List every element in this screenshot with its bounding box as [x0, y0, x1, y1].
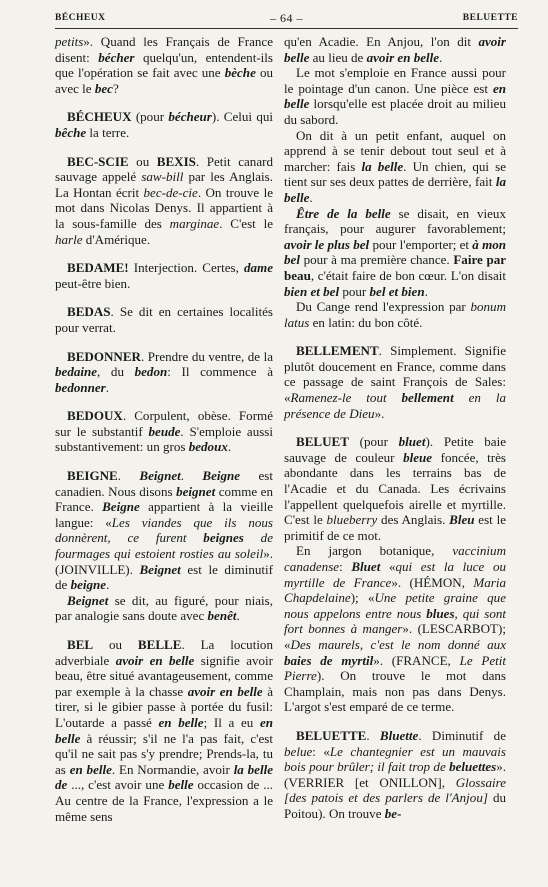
headword: BEDONNER	[67, 348, 141, 364]
text-run: par les Anglais. La Hontan écrit	[55, 169, 273, 200]
text-run: lorsqu'elle est placée droit au milieu du sabord.	[284, 96, 506, 127]
text-run: Beignet	[139, 468, 181, 484]
text-run: .	[309, 189, 313, 205]
text-run: ). On trouve le mot dans Champlain, mais non pas dans Denys. L'argot s'est emparé de ce terme.	[284, 668, 506, 715]
text-run: .	[180, 468, 203, 484]
text-run: avoir belle	[284, 34, 506, 65]
text-run: . Corpulent, obèse. Formé sur le substantif	[55, 408, 273, 439]
paragraph	[284, 65, 506, 127]
text-run: foncée, très abondante dans les terrains bas de l'Acadie et du Canada. Les écrivains l'appellent quelquefois airelle et myrtille. C'est le	[284, 449, 506, 528]
text-run: . La locution adverbiale	[55, 637, 273, 668]
text-run: dame	[244, 260, 273, 276]
text-run: est le primitif de ce mot.	[284, 512, 506, 543]
text-run: ». Quand les Français de France disent:	[55, 34, 273, 65]
text-run: la belle	[284, 174, 506, 205]
text-run: la terre.	[86, 124, 130, 140]
text-run: avoir le plus bel	[284, 236, 370, 252]
paragraph	[284, 128, 506, 206]
text-run: occasion de ... Au centre de la France, l'expression a le même sens	[55, 777, 274, 824]
text-run: peut-être bien.	[55, 275, 131, 291]
text-run: en latin: du bon côté.	[309, 314, 423, 330]
text-run: à réussir; s'il ne l'a pas fait, c'est qu'il ne sait pas s'y prendre; Prends-la, tu as	[55, 730, 273, 777]
text-run: Des maurels, c'est le nom donné aux	[290, 636, 506, 652]
paragraph	[284, 206, 506, 300]
text-run: quelqu'un, entendent-ils que l'opération se fait avec une	[55, 49, 273, 81]
page-number: – 64 –	[270, 11, 303, 25]
page-header	[55, 10, 518, 29]
text-run: ». (JOINVILLE).	[55, 546, 273, 577]
text-run: bec	[94, 80, 113, 96]
text-run: blueberry	[326, 512, 378, 528]
text-run: Beignet	[67, 592, 109, 608]
text-run: d'Amérique.	[82, 231, 151, 247]
text-run: On dit à un petit enfant, auquel on apprend à se tenir debout tout seul et à marcher: fais	[284, 127, 506, 174]
text-run: petits	[55, 34, 84, 49]
dictionary-entry	[284, 728, 506, 822]
text-run: ». (VERRIER [et ONILLON],	[284, 759, 506, 790]
text-run: . Diminutif de	[418, 727, 506, 743]
text-run: .	[424, 283, 428, 299]
text-run: ; Il a eu	[203, 714, 260, 730]
text-run: appartient à la vieille langue: «	[55, 499, 273, 530]
headword: BEDAME!	[67, 260, 129, 276]
text-run: Une petite graine que nous appelons entre nous	[284, 590, 506, 621]
text-run: ). Celui qui	[211, 109, 273, 125]
text-run: Interjection. Certes,	[128, 260, 244, 276]
text-run: .	[106, 577, 110, 593]
text-run: . C'est le	[219, 215, 273, 231]
text-run: .	[105, 379, 110, 395]
text-run: des Anglais.	[377, 512, 450, 528]
text-run: ». (HÉMON,	[391, 574, 474, 590]
text-run: beluettes	[449, 759, 497, 775]
headword: BEC-SCIE	[67, 153, 129, 169]
headword: BEL	[67, 637, 94, 652]
text-run: ..., c'est avoir une	[67, 777, 169, 793]
text-run: bleue	[403, 449, 433, 465]
text-run: . On trouve le mot dans Nicolas Denys. Il appartient à la sous-famille des	[55, 184, 273, 231]
text-run: (pour	[131, 109, 169, 125]
text-run: bèche	[224, 65, 256, 81]
text-run: Le mot s'emploie en France aussi pour le pointage d'un canon. Une pièce est	[284, 65, 506, 96]
text-run: à mon bel	[284, 236, 506, 268]
text-run: est le diminutif de	[55, 561, 273, 593]
text-run: Beigne	[202, 468, 241, 484]
text-run: beignet	[176, 483, 216, 499]
paragraph	[284, 543, 506, 715]
text-run: bêche	[55, 124, 87, 140]
text-run: .	[439, 49, 443, 65]
text-run: : Il commence à	[167, 364, 273, 380]
text-run: la belle	[361, 158, 404, 174]
text-run: bec-de-cie	[143, 184, 198, 200]
text-run: se disait, en vieux français, pour augurer favorablement;	[284, 205, 506, 237]
text-run: . Petit canard sauvage appelé	[55, 153, 273, 185]
text-run: en belle	[69, 761, 112, 777]
text-run: . En Normandie, avoir	[111, 761, 234, 777]
headword: BELLE	[137, 637, 182, 652]
left-column	[55, 34, 273, 824]
text-run: en belle	[158, 714, 204, 730]
text-run: Glossaire [des patois et des parlers de l'Anjou]	[284, 774, 506, 806]
text-run: signifie avoir beau, être situé avantageusement, comme par exemple à la chasse	[55, 652, 273, 699]
text-run: vaccinium canadense	[284, 543, 506, 574]
text-run: ); «	[350, 590, 375, 606]
text-run: Beignet	[139, 561, 181, 577]
text-run: . Prendre du ventre, de la	[140, 348, 273, 364]
text-run: , qui sont fort bonnes à manger	[284, 605, 506, 637]
dictionary-entry	[55, 304, 273, 335]
text-run: Bleu	[449, 512, 475, 528]
text-run: bellement	[401, 390, 454, 406]
text-run: bel et bien	[369, 283, 425, 299]
headword: BELUETTE	[296, 727, 367, 743]
paragraph	[55, 593, 273, 624]
text-run: Maria Chapdelaine	[284, 574, 506, 606]
text-run: En jargon botanique,	[296, 543, 453, 559]
text-run: .	[236, 608, 240, 624]
text-run: :	[339, 559, 352, 574]
text-run: bedonner	[55, 379, 106, 395]
text-run: , c'était faire de bon cœur. L'on disait	[310, 267, 506, 283]
text-run: «	[380, 559, 396, 574]
text-run: be-	[384, 805, 402, 821]
text-run: blues	[426, 605, 455, 621]
paragraph	[284, 299, 506, 330]
text-run: au lieu de	[309, 49, 367, 65]
continued-paragraph	[284, 34, 506, 65]
headword: BÉCHEUX	[67, 109, 132, 125]
text-run: marginae	[169, 215, 220, 231]
text-run: en belle	[55, 714, 274, 746]
dictionary-entry	[55, 468, 273, 593]
running-head-left: BÉCHEUX	[55, 13, 106, 23]
text-run: .	[366, 727, 380, 743]
text-run: Le chantegnier est un mauvais bois pour brûler; il fait trop de	[284, 743, 506, 775]
headword: BEDOUX	[67, 408, 123, 424]
text-run: bluet	[398, 434, 426, 450]
text-run: en belle	[284, 80, 506, 112]
text-run: Beigne	[102, 499, 140, 515]
text-run: bécher	[98, 49, 135, 65]
text-run: bécheur	[168, 109, 212, 125]
dictionary-entry	[55, 109, 273, 140]
text-run: ). Petite baie sauvage de couleur	[284, 434, 506, 465]
text-run: comme en France.	[55, 483, 273, 515]
text-run: , du	[97, 364, 135, 380]
text-run: belue	[284, 743, 313, 759]
text-run: .	[117, 468, 140, 484]
text-run: avoir en belle	[366, 49, 440, 65]
text-run: Du Cange rend l'expression par	[296, 299, 471, 315]
headword: BELUET	[296, 434, 349, 450]
text-run: . Un chien, qui se tient sur ses deux pattes de derrière, fait	[284, 158, 507, 190]
text-run: harle	[55, 231, 83, 247]
text-run: à tirer, si le gibier passe à portée du fusil: L'outarde a passé	[55, 683, 273, 730]
headword: BEIGNE	[67, 468, 118, 484]
text-run: . S'emploie aussi substantivement: un gros	[55, 423, 273, 455]
headword: BEXIS	[156, 153, 196, 169]
text-run: avoir en belle	[115, 652, 195, 668]
headword: Faire par beau	[284, 252, 507, 283]
text-run: : «	[312, 743, 330, 759]
text-run: ?	[112, 80, 119, 96]
text-run: . Simplement. Signifie plutôt doucement en France, comme dans ce passage de saint François de Sales: «	[284, 343, 506, 406]
dictionary-entry	[55, 154, 273, 248]
text-run: belle	[168, 777, 194, 793]
text-run: (pour	[348, 434, 399, 450]
text-run: la belle de	[55, 761, 274, 793]
text-run: ». (LESCARBOT); «	[284, 621, 506, 652]
headword: BELLEMENT	[296, 343, 379, 359]
text-run: qu'en Acadie. En Anjou, l'on dit	[284, 34, 479, 49]
text-run: bien et bel	[284, 283, 340, 299]
text-run: pour à ma première chance.	[299, 252, 454, 268]
text-run: du Poitou). On trouve	[284, 790, 506, 821]
dictionary-entry	[284, 343, 506, 421]
text-run: bonum latus	[284, 299, 506, 330]
text-run: avoir en belle	[187, 683, 263, 699]
text-run: en la présence de Dieu	[284, 390, 506, 421]
running-head-right: BELUETTE	[462, 13, 518, 23]
text-run: ». (FRANCE,	[373, 652, 460, 668]
text-run: ».	[374, 405, 385, 421]
headword: BEDAS	[67, 304, 111, 320]
text-run: Bluet	[351, 559, 381, 574]
text-run: Le Petit Pierre	[284, 652, 506, 684]
text-run: de fourmages qui estoient rosties au soleil	[55, 530, 273, 562]
text-run: Ramenez-le tout	[290, 390, 402, 406]
text-run: Être de la belle	[296, 205, 391, 221]
text-run: pour l'emporter; et	[369, 236, 473, 252]
text-run: est canadien. Nous disons	[55, 468, 273, 499]
text-run: beignes	[203, 530, 244, 546]
text-run: bedoux	[188, 439, 228, 455]
dictionary-entry	[55, 637, 273, 824]
text-run: beigne	[70, 577, 107, 593]
right-column	[284, 34, 506, 822]
text-run: pour	[339, 283, 370, 299]
text-run: beude	[148, 423, 181, 439]
text-run: Les viandes que ils nous donnèrent, ce furent	[55, 514, 273, 546]
text-run: se dit, au figuré, pour niais, par analogie sans doute avec	[55, 592, 273, 624]
dictionary-entry	[55, 408, 273, 455]
text-run: Bluette	[379, 727, 419, 743]
text-run: baies de myrtil	[284, 652, 374, 668]
text-run: bedaine	[55, 364, 98, 380]
text-run: saw-bill	[141, 169, 184, 185]
dictionary-entry	[55, 349, 273, 396]
dictionary-entry	[284, 434, 506, 543]
text-run: benêt	[207, 608, 237, 624]
text-run: .	[227, 439, 232, 455]
continued-paragraph	[55, 34, 273, 96]
text-run: bedon	[134, 364, 168, 380]
text-run: ou avec le	[55, 65, 274, 96]
dictionary-entry	[55, 260, 273, 291]
text-run: ou	[128, 153, 157, 169]
text-run: qui est la luce ou myrtille de France	[284, 559, 507, 590]
text-run: . Se dit en certaines localités pour verrat.	[55, 304, 273, 335]
text-run: ou	[93, 637, 138, 652]
